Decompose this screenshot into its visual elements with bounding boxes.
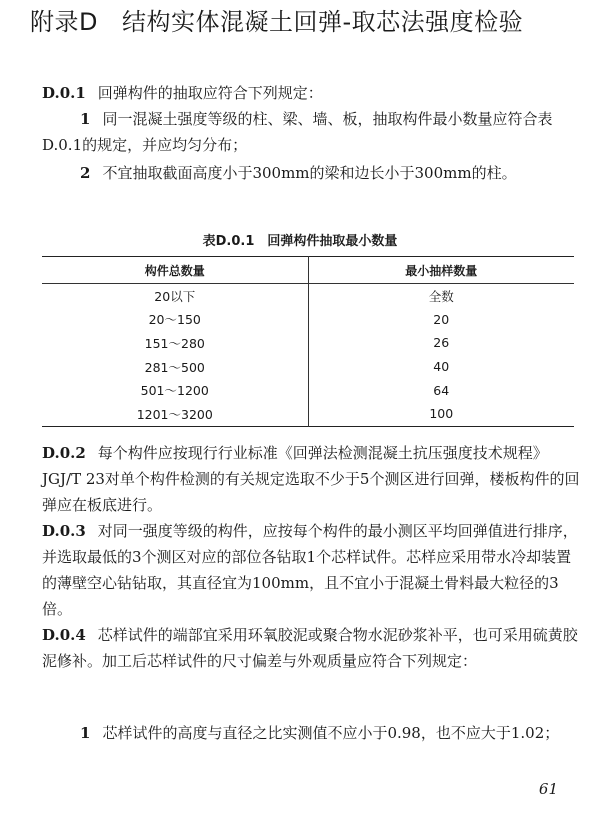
table-cell: 全数 xyxy=(428,288,454,304)
table-cell: 20～150 xyxy=(42,308,308,332)
table-cell: 281～500 xyxy=(42,355,308,379)
table-header-row xyxy=(42,257,574,284)
clause-d01-item-1 xyxy=(42,106,582,158)
appendix-title: 结构实体混凝土回弹-取芯法强度检验 xyxy=(121,8,524,36)
clause-number: D.0.4 xyxy=(42,626,86,644)
item-text: 芯样试件的高度与直径之比实测值不应小于0.98，也不应大于1.02； xyxy=(102,724,560,742)
clause-number: D.0.3 xyxy=(42,522,86,540)
page-title xyxy=(30,6,590,38)
table-row xyxy=(42,402,574,426)
clause-text: 芯样试件的端部宜采用环氧胶泥或聚合物水泥砂浆补平，也可采用硫黄胶泥修补。加工后芯样试件的尺寸偏差与外观质量应符合下列规定： xyxy=(42,626,578,670)
table-row xyxy=(42,331,574,355)
clause-d01 xyxy=(42,80,582,106)
table-row xyxy=(42,378,574,402)
item-number: 1 xyxy=(80,110,91,128)
clause-d03 xyxy=(42,518,582,622)
table-caption: 表D.0.1 回弹构件抽取最小数量 xyxy=(202,234,398,249)
item-number: 2 xyxy=(80,164,91,182)
item-number: 1 xyxy=(80,724,91,742)
sampling-table xyxy=(42,256,574,427)
page-number: 61 xyxy=(538,780,558,798)
column-header: 最小抽样数量 xyxy=(308,257,574,284)
table-cell: 20以下 xyxy=(42,284,308,308)
table-cell: 100 xyxy=(429,406,454,422)
table-cell: 151～280 xyxy=(42,331,308,355)
clause-text: 回弹构件的抽取应符合下列规定： xyxy=(97,84,323,102)
item-text: 同一混凝土强度等级的柱、梁、墙、板，抽取构件最小数量应符合表D.0.1的规定，并应均匀分布； xyxy=(42,110,553,154)
appendix-label: 附录D xyxy=(30,8,98,36)
clause-text: 每个构件应按现行行业标准《回弹法检测混凝土抗压强度技术规程》JGJ/T 23对单个构件检测的有关规定选取不少于5个测区进行回弹，楼板构件的回弹应在板底进行。 xyxy=(42,444,580,514)
table-cell: 40 xyxy=(433,359,450,375)
clause-d01-item-2 xyxy=(42,160,582,186)
table-cell: 20 xyxy=(433,311,450,327)
clause-d02 xyxy=(42,440,582,518)
table-cell: 1201～3200 xyxy=(42,402,308,426)
item-text: 不宜抽取截面高度小于300mm的梁和边长小于300mm的柱。 xyxy=(102,164,517,182)
table-row xyxy=(42,355,574,379)
table-row xyxy=(42,308,574,332)
column-header: 构件总数量 xyxy=(42,257,308,284)
table-cell: 64 xyxy=(433,382,450,398)
clause-d04-item-1 xyxy=(42,720,582,746)
clause-text: 对同一强度等级的构件，应按每个构件的最小测区平均回弹值进行排序，并选取最低的3个测区对应的部位各钻取1个芯样试件。芯样应采用带水冷却装置的薄壁空心钻钻取，其直径宜为100mm，且不宜小于混凝土骨料最大粒径的3倍。 xyxy=(42,522,578,618)
clause-d04 xyxy=(42,622,582,674)
table-row xyxy=(42,284,574,308)
clause-number: D.0.2 xyxy=(42,444,86,462)
table-cell: 26 xyxy=(433,335,450,351)
table-cell: 501～1200 xyxy=(42,378,308,402)
clause-number: D.0.1 xyxy=(42,84,86,102)
